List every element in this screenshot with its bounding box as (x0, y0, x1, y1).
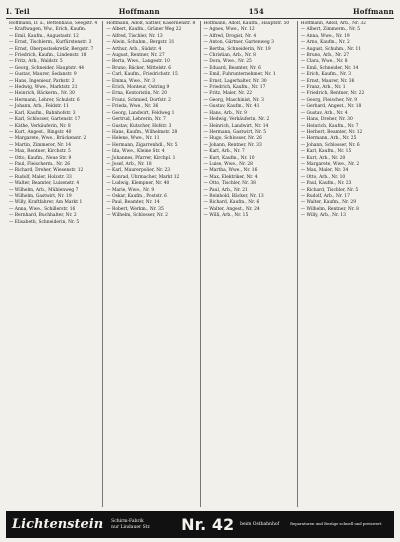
directory-entry: — Otto, Kaufm., Neue Str. 9 (9, 155, 72, 161)
directory-entry: — Albert, Kaufm., Grüner Weg 22 (106, 27, 182, 33)
directory-entry: — Emil, Kaufm., Augustastr. 12 (9, 33, 79, 39)
directory-entry: — Emil, Fuhrunternehmer, Nr. 1 (203, 72, 276, 78)
directory-entry: — Karl, Schlosser, Gartenstr. 17 (9, 117, 81, 123)
directory-entry: — Bruno, Bäcker, Mittelstr. 6 (106, 65, 172, 71)
directory-entry: — Anna, Wwe., Nr. 19 (300, 33, 350, 39)
directory-entry: — Martha, Wwe., Nr. 16 (203, 168, 258, 174)
directory-entry: — Karl, Arb., Nr. 7 (203, 149, 245, 155)
directory-entry: — Kurt, Angest., Ringstr. 40 (9, 129, 72, 135)
directory-entry: — Helene, Wwe., Nr. 11 (106, 136, 160, 142)
directory-entry: Hoffmann, D. a., Bettenhaus, Seegstr. 4 (9, 21, 98, 26)
directory-entry: — Alfred, Tischler, Nr. 13 (106, 33, 163, 39)
directory-entry: — Karl, Maurerpolier, Nr. 23 (106, 168, 171, 174)
ad-subtitle (111, 519, 173, 531)
directory-entry: — Franz, Schmied, Dorfstr. 2 (106, 97, 171, 103)
directory-entry: — Alfred, Drogist, Nr. 4 (203, 33, 257, 39)
ad-line-1: Schirm-Fabrik (111, 518, 144, 524)
directory-entry: — Paul, Kaufm., Nr. 23 (300, 181, 352, 187)
directory-entry: — Herbert, Beamter, Nr. 12 (300, 129, 363, 135)
directory-entry: — Max, Elektriker, Nr. 4 (203, 174, 258, 180)
directory-entry: — Gertrud, Lehrerin, Nr. 7 (106, 117, 166, 123)
directory-entry: — Heinrich, Bäckerm., Nr. 30 (9, 91, 75, 97)
header-right: Hoffmann (352, 6, 394, 16)
directory-entry: — Marie, Wwe., Nr. 9 (106, 187, 155, 193)
directory-entry: — Hermann, Lehrer, Schulstr. 6 (9, 97, 80, 103)
directory-entry: — Reinhold, Bäcker, Nr. 13 (203, 193, 264, 199)
header-center: Hoffmann (118, 6, 160, 16)
ad-notice: Reparaturen und Bezüge schnell und preiswert (290, 521, 382, 527)
directory-entry: — Wilhelm, Arb., Mühlenweg 7 (9, 187, 79, 193)
directory-entry: — Hans, Dreher, Nr. 30 (300, 117, 353, 123)
directory-entry: — Ernst, Oberpostsekretär, Bergstr. 7 (9, 46, 94, 52)
directory-entry: — Franz, Arb., Nr. 1 (300, 85, 346, 91)
directory-entry: — Johann, Arb., Feldstr. 11 (9, 104, 69, 110)
columns (6, 21, 394, 507)
directory-entry: — Carl, Kaufm., Friedrichstr. 15 (106, 72, 178, 78)
directory-entry: — Willi, Arb., Nr. 15 (203, 213, 249, 219)
directory-entry: — Friedrich, Kaufm., Nr. 17 (203, 85, 266, 91)
directory-entry: — Richard, Dreher, Wiesenstr. 12 (9, 168, 84, 174)
directory-entry: — Margarete, Wwe., Brückenstr. 2 (9, 136, 87, 142)
directory-entry: — Hans, Arb., Nr. 9 (203, 110, 247, 116)
directory-entry: — Kurt, Kaufm., Nr. 10 (203, 155, 255, 161)
directory-entry: — Erich, Kaufm., Nr. 3 (300, 72, 352, 78)
directory-entry: — Robert, Werkm., Nr. 35 (106, 206, 164, 212)
directory-entry: — Ernst, Tischlerm., Kurfürstenstr. 3 (9, 40, 92, 46)
directory-entry: — Albert, Zimmerm., Nr. 5 (300, 27, 361, 33)
directory-entry: — Georg, Landwirt, Feldweg 1 (106, 110, 175, 116)
page-number: 154 (248, 6, 264, 16)
directory-entry: — Walter, Angest., Nr. 24 (203, 206, 260, 212)
directory-entry: Hoffmann, Adolf, Sattler, Kasernenstr. 8 (106, 21, 196, 26)
column-1 (6, 21, 103, 507)
directory-entry: — Anton, Gärtner, Gartenweg 3 (203, 40, 274, 46)
directory-entry: — Kurt, Arb., Nr. 20 (300, 155, 346, 161)
directory-entry: — Gustav, Kutscher, Hofstr. 3 (106, 123, 172, 129)
directory-entry: — Ludwig, Klempner, Nr. 40 (106, 181, 170, 187)
directory-entry: — Frieda, Wwe., Nr. 36 (106, 104, 159, 110)
directory-entry: — Rudolf, Arb., Nr. 17 (300, 193, 350, 199)
directory-entry: — Bruno, Arb., Nr. 27 (300, 53, 350, 59)
directory-entry: — Fritz, Arb., Waldstr. 5 (9, 59, 63, 65)
directory-entry: — Gustav, Maurer, Sedanstr. 9 (9, 72, 77, 78)
directory-entry: — Ida, Wwe., Kleine Str. 4 (106, 149, 165, 155)
directory-entry: — Martin, Zimmerer, Nr. 14 (9, 142, 72, 148)
directory-entry: — Wilhelm, Schlosser, Nr. 2 (106, 213, 168, 219)
directory-entry: — Hedwig, Verkäuferin, Nr. 2 (203, 117, 270, 123)
directory-entry: — Wilhelm, Gastwirt, Nr. 19 (9, 193, 72, 199)
advertisement-banner (6, 511, 394, 538)
directory-entry: — Agnes, Wwe., Nr. 12 (203, 27, 255, 33)
directory-entry: — Otto, Tischler, Nr. 38 (203, 181, 256, 187)
directory-entry: — Karl, Kaufm., Bahnhofstr. 3 (9, 110, 76, 116)
column-2 (103, 21, 200, 507)
page-header (6, 4, 394, 18)
directory-entry: — Rudolf, Maler, Holzstr. 33 (9, 174, 72, 180)
directory-entry: — Walter, Kaufm., Nr. 29 (300, 200, 356, 206)
directory-entry: — Eduard, Beamter, Nr. 6 (203, 65, 261, 71)
directory-entry: — Wilhelm, Rentner, Nr. 8 (300, 206, 359, 212)
directory-entry: — Willy, Kraftfahrer, Am Markt 1 (9, 200, 83, 206)
directory-entry: — Richard, Tischler, Nr. 5 (300, 187, 359, 193)
directory-entry: — Käthe, Verkäuferin, Nr. 8 (9, 123, 71, 129)
ad-line-2: nur Lindauer Str. (111, 524, 151, 530)
directory-entry: — Max, Rentner, Kirchstr. 5 (9, 149, 71, 155)
directory-entry: — Georg, Schneider, Hauptstr. 44 (9, 65, 85, 71)
directory-entry: — Paul, Fleischerm., Nr. 26 (9, 161, 71, 167)
directory-entry: — Bertha, Schneiderin, Nr. 19 (203, 46, 271, 52)
ad-brand: Lichtenstein (12, 517, 104, 532)
directory-entry: — Max, Maler, Nr. 34 (300, 168, 349, 174)
directory-entry: — August, Rentner, Nr. 27 (106, 53, 165, 59)
directory-entry: — Emil, Schneider, Nr. 14 (300, 65, 359, 71)
directory-entry: — Johann, Schlosser, Nr. 6 (300, 142, 360, 148)
directory-entry: — Erich, Monteur, Ostring 9 (106, 85, 170, 91)
directory-entry: — Bernhard, Buchhalter, Nr. 2 (9, 213, 77, 219)
directory-entry: — Erna, Kontoristin, Nr. 20 (106, 91, 167, 97)
ad-location: beim Ostbahnhof (240, 521, 280, 527)
column-4 (298, 21, 394, 507)
directory-entry: — Ernst, Lagerhalter, Nr. 30 (203, 78, 267, 84)
directory-entry: — Paul, Arb., Nr. 21 (203, 187, 248, 193)
directory-entry: Hoffmann, Adolf, Arb., Nr. 32 (300, 21, 366, 26)
directory-entry: — Georg, Maschinist, Nr. 3 (203, 97, 264, 103)
directory-entry: — Friedrich, Rentner, Nr. 22 (300, 91, 365, 97)
directory-entry: — Luise, Wwe., Nr. 28 (203, 161, 253, 167)
directory-entry: — Hedwig, Wwe., Marktstr. 21 (9, 85, 78, 91)
directory-entry: — Konrad, Uhrmacher, Markt 12 (106, 174, 180, 180)
directory-entry: — Walter, Beamter, Luisenstr. 4 (9, 181, 80, 187)
directory-entry: — Arthur, Arb., Südstr. 4 (106, 46, 162, 52)
directory-entry: — Emma, Wwe., Nr. 3 (106, 78, 156, 84)
directory-entry: — Hugo, Schlosser, Nr. 26 (203, 136, 262, 142)
directory-entry: — Georg, Fleischer, Nr. 9 (300, 97, 358, 103)
directory-entry: — Anna, Wwe., Schillerstr. 16 (9, 206, 76, 212)
directory-page (6, 4, 394, 538)
ad-number: Nr. 42 (181, 515, 235, 534)
directory-entry: — Clara, Wwe., Nr. 8 (300, 59, 348, 65)
directory-entry: — Berta, Wwe., Langestr. 10 (106, 59, 170, 65)
directory-entry: — Fritz, Maler, Nr. 22 (203, 91, 253, 97)
directory-entry: — Margarete, Wwe., Nr. 2 (300, 161, 360, 167)
directory-entry: — Heinrich, Kaufm., Nr. 7 (300, 123, 359, 129)
directory-entry: — Hans, Kaufm., Wilhelmstr. 28 (106, 129, 178, 135)
directory-entry: — Kraftwagen, Ww., Erich, Kaufm. (9, 27, 87, 33)
directory-entry: — Heinrich, Landwirt, Nr. 14 (203, 123, 269, 129)
directory-entry: — Gerhard, Angest., Nr. 18 (300, 104, 362, 110)
header-left: I. Teil (6, 6, 30, 16)
directory-entry: — Willy, Arb., Nr. 13 (300, 213, 346, 219)
column-3 (201, 21, 298, 507)
directory-entry: — Ernst, Maurer, Nr. 36 (300, 78, 355, 84)
directory-entry: — Oskar, Kaufm., Poststr. 6 (106, 193, 167, 199)
directory-entry: — Hermann, Gastwirt, Nr. 5 (203, 129, 267, 135)
directory-entry: — Josef, Arb., Nr. 18 (106, 161, 152, 167)
directory-entry: Hoffmann, Adolf, Kaufm., Hauptstr. 50 (203, 21, 290, 26)
directory-entry: — Karl, Kaufm., Nr. 15 (300, 149, 352, 155)
directory-entry: — Paul, Beamter, Nr. 14 (106, 200, 160, 206)
directory-entry: — Gustav, Kaufm., Nr. 41 (203, 104, 260, 110)
directory-entry: — Hermann, Zigarrenhdl., Nr. 5 (106, 142, 178, 148)
directory-entry: — Dora, Wwe., Nr. 25 (203, 59, 252, 65)
directory-entry: — August, Schuhm., Nr. 11 (300, 46, 362, 52)
directory-entry: — Johann, Rentner, Nr. 33 (203, 142, 262, 148)
directory-entry: — Richard, Kaufm., Nr. 6 (203, 200, 260, 206)
directory-entry: — Gustav, Arb., Nr. 4 (300, 110, 348, 116)
directory-entry: — Friedrich, Kaufm., Lindenstr. 18 (9, 53, 87, 59)
directory-entry: — Hermann, Arb., Nr. 25 (300, 136, 357, 142)
directory-entry: — Arno, Kaufm., Nr. 2 (300, 40, 350, 46)
directory-entry: — Alwin, Schuhm., Bergstr. 31 (106, 40, 175, 46)
directory-entry: — Otto, Arb., Nr. 10 (300, 174, 346, 180)
directory-entry: — Hans, Ingenieur, Parkstr. 2 (9, 78, 75, 84)
directory-entry: — Elisabeth, Schneiderin, Nr. 5 (9, 219, 80, 225)
directory-entry: — Johannes, Pfarrer, Kirchpl. 1 (106, 155, 176, 161)
directory-entry: — Christian, Arb., Nr. 8 (203, 53, 256, 59)
header-rule (6, 18, 394, 19)
